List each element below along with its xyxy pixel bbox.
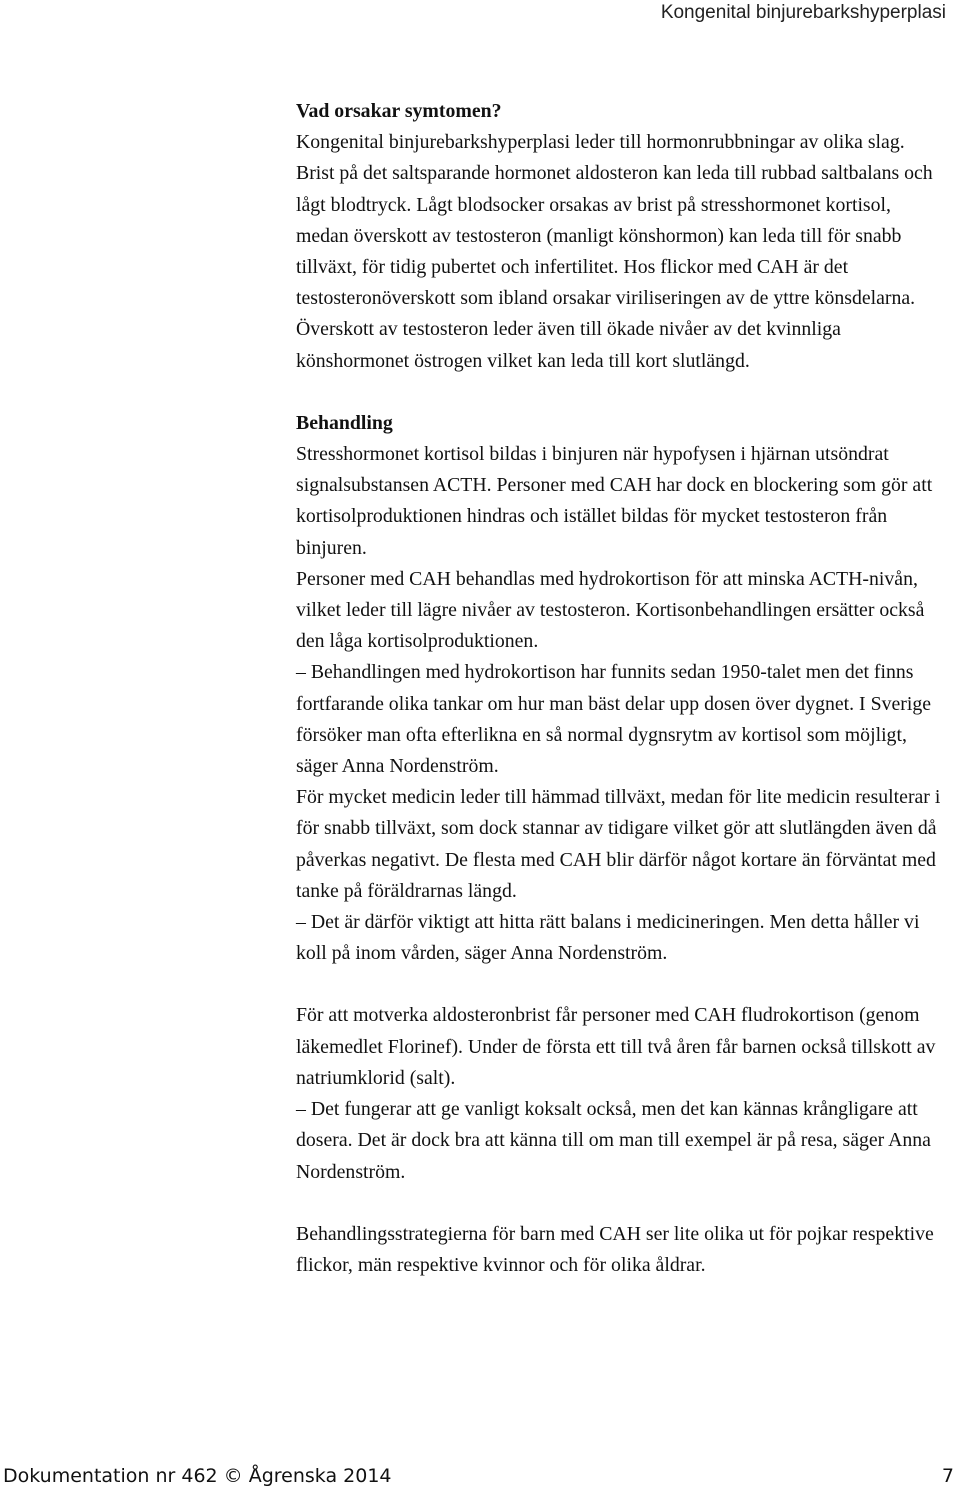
paragraph-gap xyxy=(296,969,946,1000)
paragraph-treatment-quote-1: – Behandlingen med hydrokortison har funnits sedan 1950-talet men det finns fortfarande olika tankar om hur man bäst delar upp dosen över dygnet. I Sverige försöker man ofta efterlikna en så normal dygnsrytm av kortisol som möjligt, säger Anna Nordenström. xyxy=(296,661,931,778)
footer-documentation: Dokumentation nr 462 © Ågrenska 2014 xyxy=(3,1465,392,1487)
section-treatment xyxy=(296,408,946,970)
paragraph-strategies: Behandlingsstrategierna för barn med CAH ser lite olika ut för pojkar respektive flickor, män respektive kvinnor och för olika åldrar. xyxy=(296,1222,934,1276)
paragraph-symptoms: Kongenital binjurebarkshyperplasi leder till hormonrubbningar av olika slag. Brist på det saltsparande hormonet aldosteron kan leda till rubbad saltbalans och lågt blodtryck. Lågt blodsocker orsakas av brist på stresshormonet kortisol, medan överskott av testosteron (manligt könshormon) kan leda till för snabb tillväxt, för tidig pubertet och infertilitet. Hos flickor med CAH är det testosteronöverskott som ibland orsakar viriliseringen av de yttre könsdelarna. Överskott av testosteron leder även till ökade nivåer av det kvinnliga könshormonet östrogen vilket kan leda till kort slutlängd. xyxy=(296,131,933,372)
section-strategies xyxy=(296,1219,946,1281)
section-heading-symptoms: Vad orsakar symtomen? xyxy=(296,100,502,122)
section-heading-treatment: Behandling xyxy=(296,411,393,434)
section-aldosterone xyxy=(296,1000,946,1187)
section-symptoms xyxy=(296,96,946,377)
article-body xyxy=(296,96,946,1281)
paragraph-aldosterone-1: För att motverka aldosteronbrist får personer med CAH fludrokortison (genom läkemedlet Florinef). Under de första ett till två åren får barnen också tillskott av natriumklorid (salt). xyxy=(296,1004,936,1089)
paragraph-treatment-2: Personer med CAH behandlas med hydrokortison för att minska ACTH-nivån, vilket leder till lägre nivåer av testosteron. Kortisonbehandlingen ersätter också den låga kortisolproduktionen. xyxy=(296,567,925,653)
page-number: 7 xyxy=(941,1465,954,1487)
paragraph-gap xyxy=(296,1188,946,1219)
paragraph-treatment-3: För mycket medicin leder till hämmad tillväxt, medan för lite medicin resulterar i för snabb tillväxt, som dock stannar av tidigare vilket gör att slutlängden även då påverkas negativt. De flesta med CAH blir därför något kortare än förväntat med tanke på föräldrarnas längd. xyxy=(296,786,941,902)
paragraph-treatment-1: Stresshormonet kortisol bildas i binjuren när hypofysen i hjärnan utsöndrat signalsubstansen ACTH. Personer med CAH har dock en blockering som gör att kortisolproduktionen hindras och istället bildas för mycket testosteron från binjuren. xyxy=(296,443,933,559)
paragraph-treatment-quote-2: – Det är därför viktigt att hitta rätt balans i medicineringen. Men detta håller vi koll på inom vården, säger Anna Nordenström. xyxy=(296,911,920,965)
paragraph-aldosterone-quote: – Det fungerar att ge vanligt koksalt också, men det kan kännas krångligare att dosera. Det är dock bra att känna till om man till exempel är på resa, säger Anna Nordenström. xyxy=(296,1098,931,1183)
running-header: Kongenital binjurebarkshyperplasi xyxy=(660,2,946,23)
paragraph-gap xyxy=(296,377,946,408)
